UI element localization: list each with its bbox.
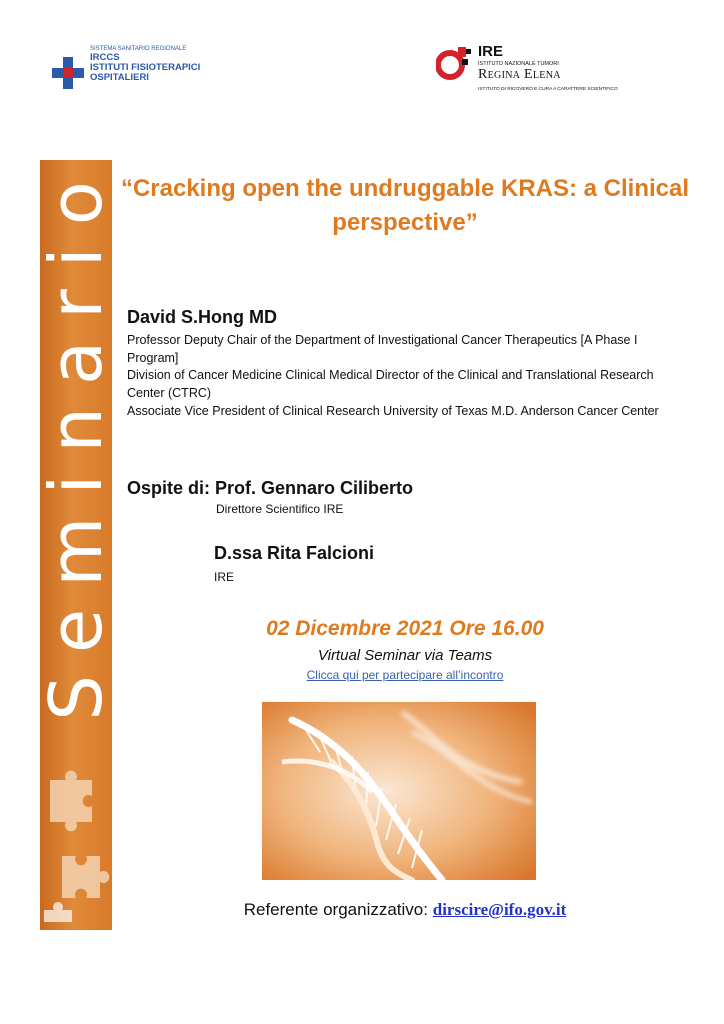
red-cross-icon <box>52 57 84 89</box>
side-word <box>34 159 118 721</box>
ifo-small-label: SISTEMA SANITARIO REGIONALE <box>90 46 187 52</box>
ifo-logo <box>52 45 252 95</box>
host2-role: IRE <box>214 570 235 584</box>
ire-subtitle-1: ISTITUTO NAZIONALE TUMORI <box>478 61 559 67</box>
speaker-bio-line: Associate Vice President of Clinical Research University of Texas M.D. Anderson Cancer Center <box>127 403 659 418</box>
host2-name: D.ssa Rita Falcioni <box>214 543 375 563</box>
speaker-bio <box>127 332 687 421</box>
puzzle-pieces-icon <box>40 760 112 930</box>
ire-title: IRE <box>478 43 504 60</box>
speaker-bio-line: Division of Cancer Medicine Clinical Medical Director of the Clinical and Translational Research Center (CTRC) <box>127 368 654 401</box>
join-meeting-link[interactable]: Clicca qui per partecipare all’incontro <box>306 668 504 682</box>
ire-mark-icon <box>436 45 472 81</box>
event-mode: Virtual Seminar via Teams <box>317 647 493 664</box>
speaker-name: David S.Hong MD <box>127 307 278 327</box>
dna-helix-image <box>262 702 536 880</box>
seminar-title: “Cracking open the undruggable KRAS: a Clinical perspective” <box>120 175 690 236</box>
ire-logo <box>436 43 636 98</box>
contact-line <box>120 900 690 920</box>
speaker-bio-line: Professor Deputy Chair of the Department of Investigational Cancer Therapeutics [A Phase I Program] <box>127 333 638 365</box>
ifo-logo-text <box>90 45 260 83</box>
ifo-line-3: OSPITALIERI <box>90 72 149 83</box>
contact-label: Referente organizzativo: <box>243 900 428 919</box>
ifo-line-2: ISTITUTI FISIOTERAPICI <box>90 62 201 73</box>
ifo-line-1: IRCCS <box>90 52 120 63</box>
contact-email-link[interactable]: dirscire@ifo.gov.it <box>432 900 567 919</box>
seminario-vertical-text: Seminario <box>34 159 118 721</box>
host-label: Ospite di: Prof. Gennaro Ciliberto <box>127 478 414 498</box>
host1-role: Direttore Scientifico IRE <box>216 502 344 516</box>
ire-subtitle-2: Regina Elena <box>478 67 561 82</box>
event-date: 02 Dicembre 2021 Ore 16.00 <box>266 617 544 640</box>
ire-subtitle-3: ISTITUTO DI RICOVERO E CURA A CARATTERE SCIENTIFICO <box>478 87 618 92</box>
